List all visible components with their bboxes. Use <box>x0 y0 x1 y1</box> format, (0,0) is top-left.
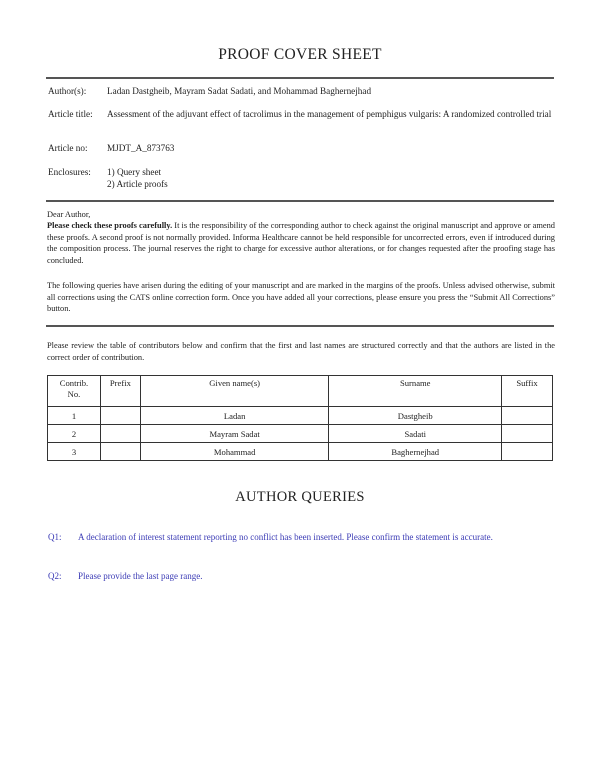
header-prefix: Prefix <box>100 376 140 407</box>
article-title-value: Assessment of the adjuvant effect of tacrolimus in the management of pemphigus vulgaris: A randomized controlled trial <box>107 109 552 119</box>
header-contrib-no: Contrib. No. <box>48 376 101 407</box>
enclosure-item: 1) Query sheet <box>107 167 162 177</box>
query-text: A declaration of interest statement reporting no conflict has been inserted. Please confirm the statement is accurate. <box>78 532 493 542</box>
table-row <box>48 443 553 461</box>
letter-greeting: Dear Author, <box>47 210 91 219</box>
header-given-name: Given name(s) <box>140 376 329 407</box>
cell-suffix <box>502 407 553 425</box>
header-surname: Surname <box>329 376 502 407</box>
enclosures-label: Enclosures: <box>48 167 91 177</box>
cell-given: Ladan <box>140 407 329 425</box>
letter-paragraph-3: Please review the table of contributors below and confirm that the first and last names are structured correctly and that the authors are listed in the correct order of contribution. <box>47 341 555 362</box>
cell-no: 1 <box>48 407 101 425</box>
header-suffix: Suffix <box>502 376 553 407</box>
cell-prefix <box>100 425 140 443</box>
cell-given: Mayram Sadat <box>140 425 329 443</box>
cell-no: 3 <box>48 443 101 461</box>
article-title-label: Article title: <box>48 109 93 119</box>
table-header-row <box>48 376 553 407</box>
divider <box>46 200 554 202</box>
letter-paragraph-2: The following queries have arisen during the editing of your manuscript and are marked in the margins of the proofs. Unless advised otherwise, submit all corrections using the CATS online correction form. Once you have added all your corrections, please ensure you press the “Submit All Corrections” button. <box>47 281 555 313</box>
cell-given: Mohammad <box>140 443 329 461</box>
table-row <box>48 425 553 443</box>
queries-title: AUTHOR QUERIES <box>235 489 365 505</box>
page-title: PROOF COVER SHEET <box>218 46 382 63</box>
divider <box>46 325 554 327</box>
cell-no: 2 <box>48 425 101 443</box>
divider <box>46 77 554 79</box>
authors-value: Ladan Dastgheib, Mayram Sadat Sadati, and Mohammad Baghernejhad <box>107 86 372 96</box>
cell-surname: Baghernejhad <box>329 443 502 461</box>
enclosure-item: 2) Article proofs <box>107 178 168 189</box>
letter-paragraph-1-text: It is the responsibility of the corresponding author to check against the original manuscript and approve or amend these proofs. A second proof is not normally provided. Informa Healthcare cannot be held responsible for uncorrected errors, even if introduced during the composition process. The journal reserves the right to charge for excessive author alterations, or for changes requested after the proofing stage has concluded. <box>47 221 555 265</box>
authors-label: Author(s): <box>48 86 87 96</box>
table-row <box>48 407 553 425</box>
cell-surname: Dastgheib <box>329 407 502 425</box>
cell-prefix <box>100 407 140 425</box>
article-no-value: MJDT_A_873763 <box>107 143 175 153</box>
cell-surname: Sadati <box>329 425 502 443</box>
query-text: Please provide the last page range. <box>78 571 203 581</box>
letter-paragraph-1 <box>47 220 555 266</box>
letter-bold-intro: Please check these proofs carefully. <box>47 221 173 230</box>
cell-prefix <box>100 443 140 461</box>
query-label: Q2: <box>48 571 62 581</box>
enclosures-list <box>107 167 553 190</box>
query-label: Q1: <box>48 532 62 542</box>
article-no-label: Article no: <box>48 143 88 153</box>
cell-suffix <box>502 425 553 443</box>
contributors-table <box>47 375 553 461</box>
cell-suffix <box>502 443 553 461</box>
